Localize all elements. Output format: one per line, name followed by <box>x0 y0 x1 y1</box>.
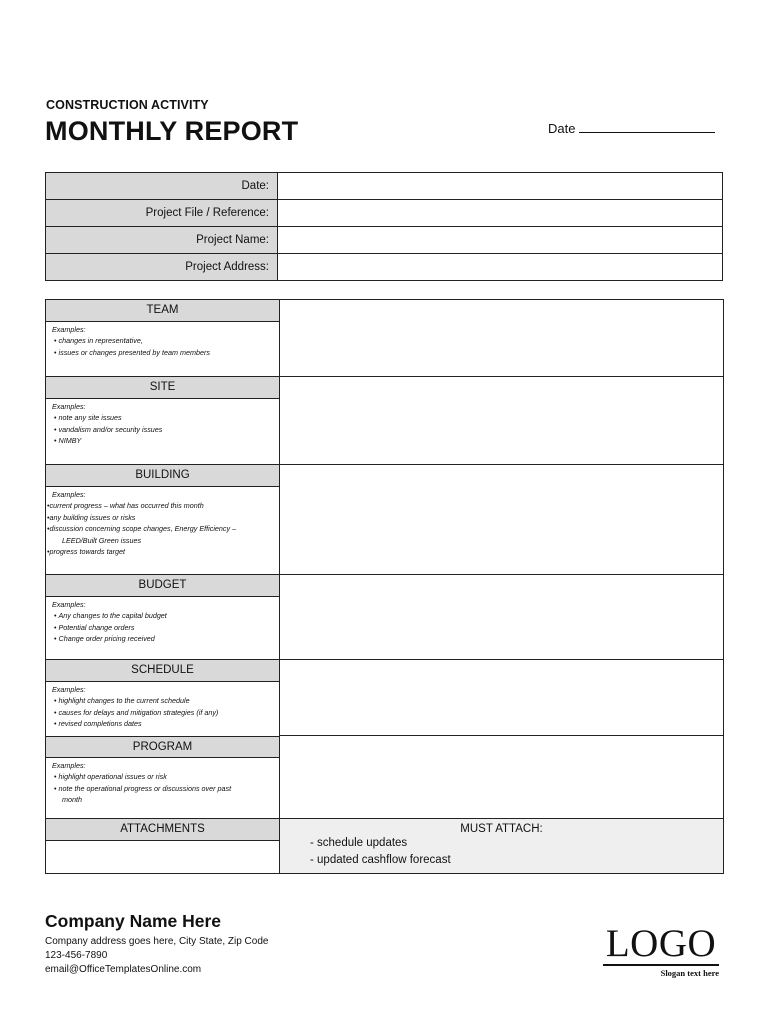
example-item: •discussion concerning scope changes, Energy Efficiency – <box>47 524 237 534</box>
example-item: • note any site issues <box>52 412 279 423</box>
example-item: • Change order pricing received <box>52 633 279 644</box>
example-item: month <box>62 795 82 805</box>
info-row-project-name <box>46 227 723 254</box>
info-row-project-file <box>46 200 723 227</box>
attachment-item: - updated cashflow forecast <box>310 854 451 866</box>
info-label-project-address: Project Address: <box>46 254 278 281</box>
section-site-heading: SITE <box>46 377 279 399</box>
example-item: • note the operational progress or discussions over past <box>52 783 279 794</box>
examples-label: Examples: <box>52 490 86 499</box>
report-subtitle: CONSTRUCTION ACTIVITY <box>46 98 209 112</box>
info-row-date <box>46 173 723 200</box>
example-item: • changes in representative, <box>52 335 279 346</box>
section-team-heading: TEAM <box>46 300 279 322</box>
attachment-item: - schedule updates <box>310 837 408 849</box>
company-logo <box>603 922 719 978</box>
info-value-project-address[interactable] <box>278 254 723 281</box>
example-item: • issues or changes presented by team members <box>52 347 279 358</box>
examples-label: Examples: <box>52 325 86 334</box>
examples-label: Examples: <box>52 402 86 411</box>
examples-label: Examples: <box>52 685 86 694</box>
example-item: • Any changes to the capital budget <box>52 610 279 621</box>
section-building-heading: BUILDING <box>46 465 279 487</box>
section-program-heading: PROGRAM <box>46 736 279 758</box>
section-schedule-heading: SCHEDULE <box>46 660 279 682</box>
company-phone: 123-456-7890 <box>45 950 108 961</box>
info-value-project-file[interactable] <box>278 200 723 227</box>
section-budget-heading: BUDGET <box>46 575 279 597</box>
example-item: • highlight operational issues or risk <box>52 771 279 782</box>
company-name: Company Name Here <box>45 911 222 931</box>
example-item: • highlight changes to the current schedule <box>52 695 279 706</box>
header-date-field[interactable] <box>548 121 715 136</box>
example-item: • vandalism and/or security issues <box>52 424 279 435</box>
example-item: • NIMBY <box>52 435 279 446</box>
example-item: LEED/Built Green issues <box>62 535 142 545</box>
section-team-examples <box>46 323 279 358</box>
examples-label: Examples: <box>52 761 86 770</box>
info-value-date[interactable] <box>278 173 723 200</box>
example-item: • causes for delays and mitigation strategies (if any) <box>52 707 279 718</box>
section-schedule-examples <box>46 683 279 730</box>
logo-slogan: Slogan text here <box>660 968 719 978</box>
attachments-notes <box>280 819 723 873</box>
report-sections <box>45 299 724 874</box>
example-item: •any building issues or risks <box>47 512 136 522</box>
info-label-project-name: Project Name: <box>46 227 278 254</box>
company-email[interactable]: email@OfficeTemplatesOnline.com <box>45 964 202 975</box>
section-site-examples <box>46 400 279 447</box>
section-attachments-heading: ATTACHMENTS <box>46 819 279 841</box>
header-date-label: Date <box>548 121 576 136</box>
project-info-table <box>45 172 723 281</box>
example-item: • Potential change orders <box>52 622 279 633</box>
info-row-project-address <box>46 254 723 281</box>
header-date-blank[interactable] <box>579 121 715 133</box>
example-item: • revised completions dates <box>52 718 279 729</box>
example-item: •current progress – what has occurred this month <box>47 501 204 511</box>
info-label-project-file: Project File / Reference: <box>46 200 278 227</box>
report-title: MONTHLY REPORT <box>45 116 299 146</box>
info-value-project-name[interactable] <box>278 227 723 254</box>
column-divider <box>279 300 280 873</box>
logo-text: LOGO <box>605 922 717 965</box>
section-budget-examples <box>46 598 279 645</box>
section-building-examples <box>46 488 279 557</box>
company-address: Company address goes here, City State, Zip Code <box>45 936 269 947</box>
info-label-date: Date: <box>46 173 278 200</box>
section-program-examples <box>46 759 279 806</box>
example-item: •progress towards target <box>47 547 126 557</box>
examples-label: Examples: <box>52 600 86 609</box>
must-attach-label: MUST ATTACH: <box>460 823 543 835</box>
section-divider <box>279 735 723 736</box>
